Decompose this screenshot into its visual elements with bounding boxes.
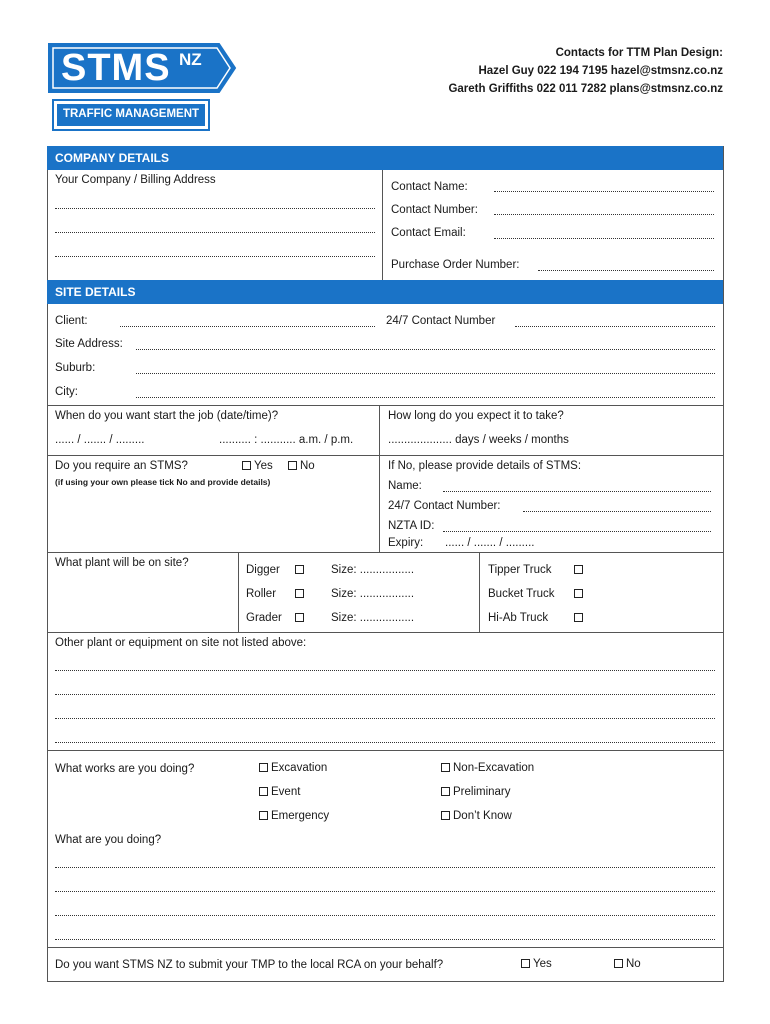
works-preliminary-label: Preliminary (453, 786, 511, 798)
company-divider (382, 170, 383, 280)
contact-gareth: Gareth Griffiths 022 011 7282 plans@stmsnz.co.nz (448, 83, 723, 95)
plant-tipper-truck[interactable] (488, 563, 551, 577)
tmp-question: Do you want STMS NZ to submit your TMP to the local RCA on your behalf? (55, 959, 444, 971)
billing-address-label: Your Company / Billing Address (55, 174, 216, 186)
what-doing-line-3[interactable] (55, 915, 715, 916)
stms-if-no-label: If No, please provide details of STMS: (388, 460, 582, 472)
checkbox-icon[interactable] (288, 461, 297, 470)
duration-label: How long do you expect it to take? (388, 410, 564, 422)
checkbox-icon[interactable] (295, 613, 304, 622)
checkbox-icon[interactable] (259, 763, 268, 772)
plant-bucket-label: Bucket Truck (488, 588, 555, 600)
po-number-field[interactable] (538, 270, 714, 271)
tmp-no-option[interactable] (614, 957, 641, 971)
po-number-label: Purchase Order Number: (391, 259, 520, 271)
checkbox-icon[interactable] (441, 811, 450, 820)
roller-size-field[interactable]: Size: ................. (331, 588, 415, 600)
start-time-field[interactable]: .......... : ........... a.m. / p.m. (219, 434, 354, 446)
grader-size-field[interactable]: Size: ................. (331, 612, 415, 624)
contacts-block (448, 44, 723, 98)
works-emergency-label: Emergency (271, 810, 330, 822)
checkbox-icon[interactable] (574, 589, 583, 598)
tmp-no-label: No (626, 958, 641, 970)
other-plant-line-4[interactable] (55, 742, 715, 743)
checkbox-icon[interactable] (295, 589, 304, 598)
works-dont-know-label: Don’t Know (453, 810, 512, 822)
logo-suffix: NZ (179, 50, 202, 69)
checkbox-icon[interactable] (242, 461, 251, 470)
site-address-label: Site Address: (55, 338, 123, 350)
plant-bucket-truck[interactable] (488, 587, 554, 601)
other-plant-line-1[interactable] (55, 670, 715, 671)
works-non-excavation-label: Non-Excavation (453, 762, 535, 774)
plant-divider-1 (238, 552, 239, 632)
suburb-field[interactable] (136, 373, 715, 374)
plant-roller[interactable] (246, 587, 276, 601)
other-plant-label: Other plant or equipment on site not listed above: (55, 637, 307, 649)
what-doing-line-1[interactable] (55, 867, 715, 868)
plant-divider-2 (479, 552, 480, 632)
start-date-field[interactable]: ...... / ....... / ......... (55, 434, 145, 446)
logo (47, 42, 237, 134)
client-label: Client: (55, 315, 88, 327)
divider-other-plant (47, 632, 724, 633)
works-event-label: Event (271, 786, 301, 798)
plant-digger[interactable] (246, 563, 280, 577)
stms-name-field[interactable] (443, 491, 711, 492)
checkbox-icon[interactable] (614, 959, 623, 968)
plant-tipper-label: Tipper Truck (488, 564, 552, 576)
divider-works (47, 750, 724, 751)
logo-name: STMS (61, 47, 171, 89)
contact-email-label: Contact Email: (391, 227, 466, 239)
what-doing-line-4[interactable] (55, 939, 715, 940)
site-contact-247-field[interactable] (515, 326, 715, 327)
plant-hiab-truck[interactable] (488, 611, 548, 625)
nzta-id-field[interactable] (443, 531, 711, 532)
nzta-id-label: NZTA ID: (388, 520, 435, 532)
works-excavation-label: Excavation (271, 762, 328, 774)
plant-hiab-label: Hi-Ab Truck (488, 612, 549, 624)
expiry-field[interactable]: ...... / ....... / ......... (445, 537, 535, 549)
logo-tagline: TRAFFIC MANAGEMENT (62, 108, 200, 120)
company-details-header: COMPANY DETAILS (47, 146, 723, 170)
what-doing-line-2[interactable] (55, 891, 715, 892)
expiry-label: Expiry: (388, 537, 424, 549)
billing-address-line-3[interactable] (55, 256, 375, 257)
start-job-label: When do you want start the job (date/time)? (55, 410, 279, 422)
divider-plant (47, 552, 724, 553)
works-event[interactable] (259, 785, 300, 799)
divider-tmp (47, 947, 724, 948)
stms-contact-field[interactable] (523, 511, 711, 512)
works-emergency[interactable] (259, 809, 329, 823)
stms-no-option[interactable] (288, 459, 315, 473)
contact-name-field[interactable] (494, 191, 714, 192)
other-plant-line-2[interactable] (55, 694, 715, 695)
client-field[interactable] (120, 326, 375, 327)
site-address-field[interactable] (136, 349, 715, 350)
what-doing-label: What are you doing? (55, 834, 162, 846)
billing-address-line-1[interactable] (55, 208, 375, 209)
stms-name-label: Name: (388, 480, 422, 492)
plant-grader[interactable] (246, 611, 282, 625)
contact-number-field[interactable] (494, 214, 714, 215)
contacts-heading: Contacts for TTM Plan Design: (555, 47, 723, 59)
contact-number-label: Contact Number: (391, 204, 478, 216)
checkbox-icon[interactable] (441, 763, 450, 772)
plant-grader-label: Grader (246, 612, 282, 624)
works-question: What works are you doing? (55, 763, 195, 775)
stms-note: (if using your own please tick No and provide details) (55, 477, 271, 487)
other-plant-line-3[interactable] (55, 718, 715, 719)
divider-job (47, 405, 724, 406)
site-contact-247-label: 24/7 Contact Number (386, 315, 496, 327)
plant-digger-label: Digger (246, 564, 280, 576)
plant-question: What plant will be on site? (55, 557, 189, 569)
works-non-excavation[interactable] (441, 761, 534, 775)
duration-field[interactable]: .................... days / weeks / months (388, 434, 569, 446)
checkbox-icon[interactable] (295, 565, 304, 574)
divider-stms (47, 455, 724, 456)
site-details-header: SITE DETAILS (47, 280, 723, 304)
stms-contact-label: 24/7 Contact Number: (388, 500, 501, 512)
job-divider (379, 405, 380, 552)
checkbox-icon[interactable] (259, 787, 268, 796)
suburb-label: Suburb: (55, 362, 96, 374)
tmp-yes-option[interactable] (521, 957, 552, 971)
works-preliminary[interactable] (441, 785, 511, 799)
checkbox-icon[interactable] (259, 811, 268, 820)
contact-hazel: Hazel Guy 022 194 7195 hazel@stmsnz.co.nz (478, 65, 723, 77)
tmp-yes-label: Yes (533, 958, 552, 970)
stms-yes-option[interactable] (242, 459, 273, 473)
works-excavation[interactable] (259, 761, 327, 775)
works-dont-know[interactable] (441, 809, 512, 823)
billing-address-line-2[interactable] (55, 232, 375, 233)
contact-name-label: Contact Name: (391, 181, 468, 193)
stms-question: Do you require an STMS? (55, 460, 188, 472)
checkbox-icon[interactable] (441, 787, 450, 796)
checkbox-icon[interactable] (574, 565, 583, 574)
city-field[interactable] (136, 397, 715, 398)
contact-email-field[interactable] (494, 238, 714, 239)
city-label: City: (55, 386, 78, 398)
checkbox-icon[interactable] (574, 613, 583, 622)
plant-roller-label: Roller (246, 588, 277, 600)
digger-size-field[interactable]: Size: ................. (331, 564, 415, 576)
stms-yes-label: Yes (254, 460, 273, 472)
checkbox-icon[interactable] (521, 959, 530, 968)
stms-no-label: No (300, 460, 315, 472)
